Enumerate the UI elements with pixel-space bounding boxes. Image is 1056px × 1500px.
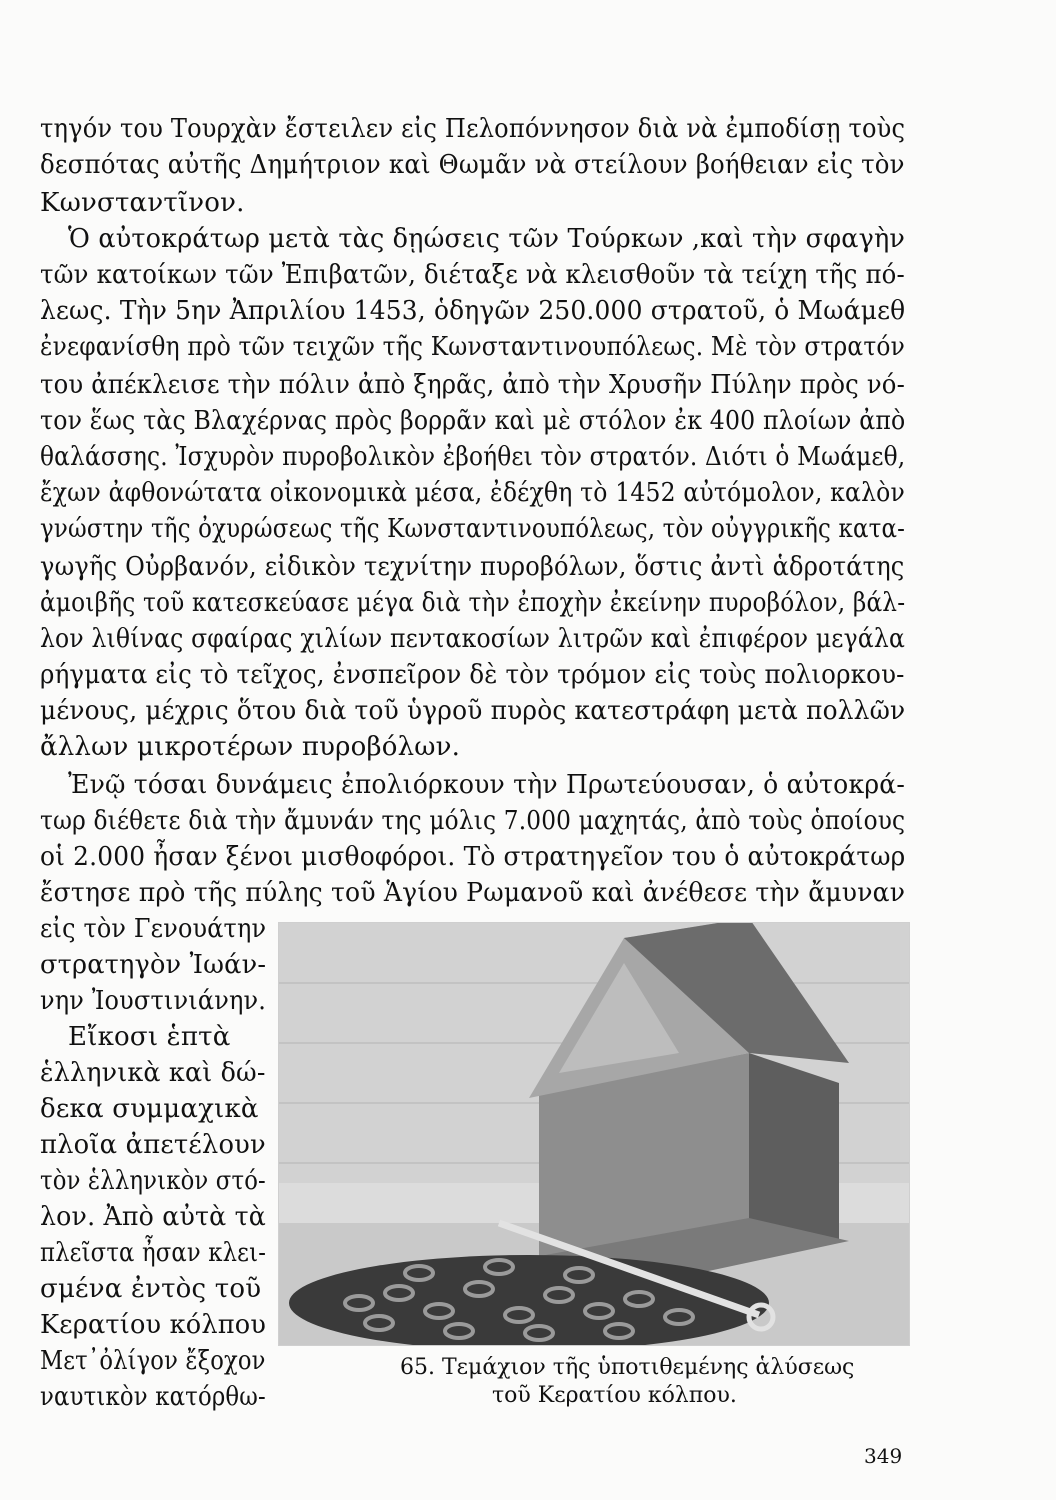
text-line: τηγόν του Τουρχὰν ἔστειλεν εἰς Πελοπόννησον διὰ νὰ ἐμποδίσῃ τοὺς [40,114,906,144]
side-text-line: ναυτικὸν κατόρθω- [40,1382,266,1412]
side-text-line: δεκα συμμαχικὰ [40,1094,259,1124]
text-line: λεως. Τὴν 5ην Ἀπριλίου 1453, ὁδηγῶν 250.000 στρατοῦ, ὁ Μωάμεθ [40,296,906,326]
text-line: τον ἕως τὰς Βλαχέρνας πρὸς βορρᾶν καὶ μὲ στόλον ἐκ 400 πλοίων ἀπὸ [40,406,906,436]
text-line: ἄλλων μικροτέρων πυροβόλων. [40,732,461,762]
text-line: Ἐνῷ τόσαι δυνάμεις ἐπολιόρκουν τὴν Πρωτεύουσαν, ὁ αὐτοκρά- [68,770,906,800]
chain-photo-illustration [279,923,909,1345]
side-text-line: τὸν ἑλληνικὸν στό- [40,1166,266,1196]
text-line: γνώστην τῆς ὀχυρώσεως τῆς Κωνσταντινουπόλεως, τὸν οὐγγρικῆς κατα- [40,514,906,544]
side-text-line: στρατηγὸν Ἰωάν- [40,950,267,980]
side-text-line: εἰς τὸν Γενουάτην [40,914,267,944]
text-line: μένους, μέχρις ὅτου διὰ τοῦ ὑγροῦ πυρὸς κατεστράφη μετὰ πολλῶν [40,696,906,726]
text-line: του ἀπέκλεισε τὴν πόλιν ἀπὸ ξηρᾶς, ἀπὸ τὴν Χρυσῆν Πύλην πρὸς νό- [40,370,905,400]
side-text-line: Μετ᾽ὀλίγον ἔξοχον [40,1346,266,1376]
side-text-line: Εἴκοσι ἑπτὰ [68,1022,231,1052]
text-line: δεσπότας αὐτῆς Δημήτριον καὶ Θωμᾶν νὰ στείλουν βοήθειαν εἰς τὸν [40,150,905,180]
side-text-line: λον. Ἀπὸ αὐτὰ τὰ [40,1202,266,1232]
photo-chain-figure [278,922,910,1346]
side-text-line: Κερατίου κόλπου [40,1310,267,1340]
text-line: ρήγματα εἰς τὸ τεῖχος, ἐνσπεῖρον δὲ τὸν τρόμον εἰς τοὺς πολιορκου- [40,660,905,690]
text-line: ἔστησε πρὸ τῆς πύλης τοῦ Ἁγίου Ρωμανοῦ καὶ ἀνέθεσε τὴν ἄμυναν [40,878,906,908]
text-line: ἀμοιβῆς τοῦ κατεσκεύασε μέγα διὰ τὴν ἐποχὴν ἐκείνην πυροβόλον, βάλ- [40,588,906,618]
side-text-line: πλεῖστα ἦσαν κλει- [40,1238,267,1268]
side-text-line: ἑλληνικὰ καὶ δώ- [40,1058,266,1088]
text-line: θαλάσσης. Ἰσχυρὸν πυροβολικὸν ἐβοήθει τὸν στρατόν. Διότι ὁ Μωάμεθ, [40,442,906,472]
text-line: Κωνσταντῖνον. [40,188,245,218]
figure-caption-line-1: 65. Τεμάχιον τῆς ὑποτιθεμένης ἁλύσεως [400,1355,855,1380]
text-line: οἱ 2.000 ἦσαν ξένοι μισθοφόροι. Τὸ στρατηγεῖον του ὁ αὐτοκράτωρ [40,842,906,872]
text-line: ἔχων ἀφθονώτατα οἰκονομικὰ μέσα, ἐδέχθη τὸ 1452 αὐτόμολον, καλὸν [40,478,905,508]
side-text-line: πλοῖα ἀπετέλουν [40,1130,266,1160]
text-line: γωγῆς Οὐρβανόν, εἰδικὸν τεχνίτην πυροβόλων, ὅστις ἀντὶ ἁδροτάτης [40,552,905,582]
text-line: ἐνεφανίσθη πρὸ τῶν τειχῶν τῆς Κωνσταντινουπόλεως. Μὲ τὸν στρατόν [40,332,905,362]
figure-caption-line-2: τοῦ Κερατίου κόλπου. [492,1383,737,1408]
text-line: τωρ διέθετε διὰ τὴν ἄμυνάν της μόλις 7.000 μαχητάς, ἀπὸ τοὺς ὁποίους [40,806,906,836]
text-line: Ὁ αὐτοκράτωρ μετὰ τὰς δῃώσεις τῶν Τούρκων ,καὶ τὴν σφαγὴν [68,224,906,254]
text-line: λον λιθίνας σφαίρας χιλίων πεντακοσίων λιτρῶν καὶ ἐπιφέρον μεγάλα [40,624,905,654]
side-text-line: σμένα ἐντὸς τοῦ [40,1274,262,1304]
text-line: τῶν κατοίκων τῶν Ἐπιβατῶν, διέταξε νὰ κλεισθοῦν τὰ τείχη τῆς πό- [40,260,905,290]
page-number: 349 [864,1444,903,1468]
side-text-line: νην Ἰουστινιάνην. [40,986,267,1016]
